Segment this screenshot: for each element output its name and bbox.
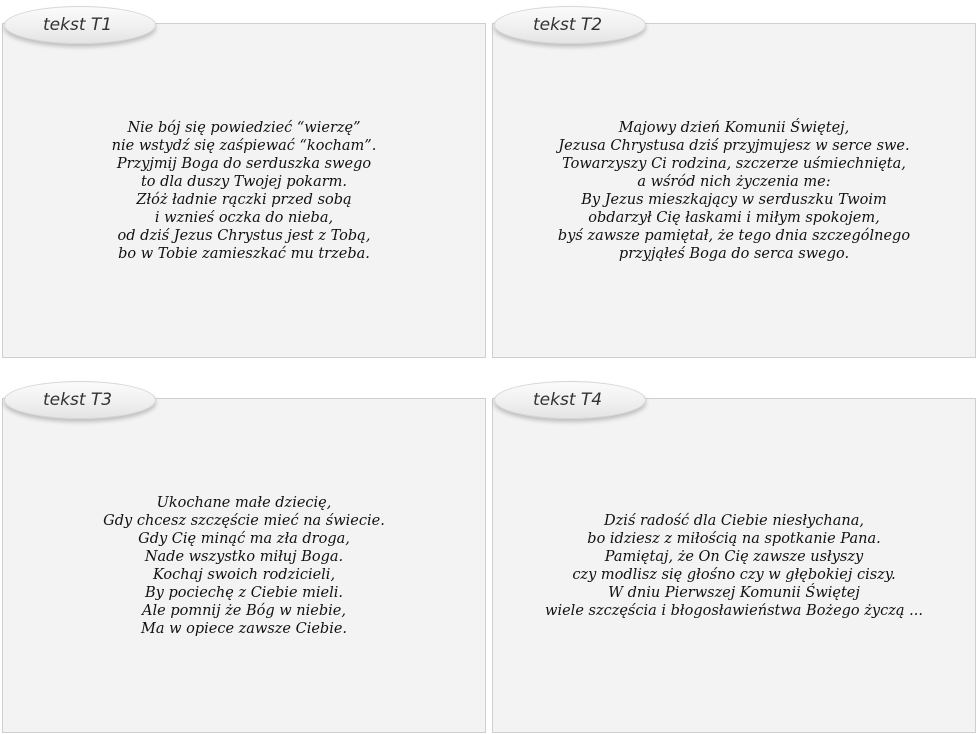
- poem-line: byś zawsze pamiętał, że tego dnia szczególnego: [557, 227, 911, 244]
- poem-line: Nade wszystko miłuj Boga.: [144, 548, 344, 565]
- poem-line: Majowy dzień Komunii Świętej,: [618, 119, 850, 136]
- poem-line: bo idziesz z miłością na spotkanie Pana.: [587, 530, 881, 547]
- tab-tekst-t2[interactable]: tekst T2: [494, 6, 646, 44]
- poem-line: bo w Tobie zamieszkać mu trzeba.: [118, 245, 370, 262]
- poem-line: Jezusa Chrystusa dziś przyjmujesz w serce swe.: [558, 137, 910, 154]
- poem-line: Ukochane małe dziecię,: [156, 494, 332, 511]
- poem-line: Gdy Cię minąć ma zła droga,: [138, 530, 350, 547]
- poem-line: Ale pomnij że Bóg w niebie,: [142, 602, 346, 619]
- poem-text: [493, 512, 975, 620]
- poem-line: wiele szczęścia i błogosławieństwa Bożego życzą ...: [545, 602, 923, 619]
- poem-line: Przyjmij Boga do serduszka swego: [116, 155, 372, 172]
- poem-line: Towarzyszy Ci rodzina, szczerze uśmiechnięta,: [562, 155, 906, 172]
- poem-text: [3, 494, 485, 638]
- poem-line: W dniu Pierwszej Komunii Świętej: [608, 584, 860, 601]
- tab-tekst-t1[interactable]: tekst T1: [4, 6, 156, 44]
- poem-line: nie wstydź się zaśpiewać “kocham”.: [111, 137, 377, 154]
- poem-line: Ma w opiece zawsze Ciebie.: [140, 620, 348, 637]
- tab-tekst-t3[interactable]: tekst T3: [4, 381, 156, 419]
- text-card-t1[interactable]: [2, 23, 486, 358]
- poem-text: [493, 119, 975, 263]
- text-card-t3[interactable]: [2, 398, 486, 733]
- poem-line: By pociechę z Ciebie mieli.: [145, 584, 343, 601]
- poem-line: Gdy chcesz szczęście mieć na świecie.: [103, 512, 385, 529]
- poem-line: przyjąłeś Boga do serca swego.: [618, 245, 850, 262]
- poem-text: [3, 119, 485, 263]
- poem-line: od dziś Jezus Chrystus jest z Tobą,: [117, 227, 371, 244]
- poem-line: czy modlisz się głośno czy w głębokiej ciszy.: [572, 566, 896, 583]
- poem-line: a wśród nich życzenia me:: [637, 173, 831, 190]
- poem-line: to dla duszy Twojej pokarm.: [140, 173, 348, 190]
- poem-line: By Jezus mieszkający w serduszku Twoim: [581, 191, 887, 208]
- poem-line: Nie bój się powiedzieć “wierzę”: [127, 119, 361, 136]
- poem-line: obdarzył Cię łaskami i miłym spokojem,: [588, 209, 880, 226]
- text-card-t4[interactable]: [492, 398, 976, 733]
- poem-line: Dziś radość dla Ciebie niesłychana,: [604, 512, 864, 529]
- poem-line: Pamiętaj, że On Cię zawsze usłyszy: [604, 548, 864, 565]
- text-card-t2[interactable]: [492, 23, 976, 358]
- poem-line: i wznieś oczka do nieba,: [154, 209, 334, 226]
- tab-tekst-t4[interactable]: tekst T4: [494, 381, 646, 419]
- poem-line: Kochaj swoich rodzicieli,: [152, 566, 336, 583]
- poem-line: Złóż ładnie rączki przed sobą: [136, 191, 352, 208]
